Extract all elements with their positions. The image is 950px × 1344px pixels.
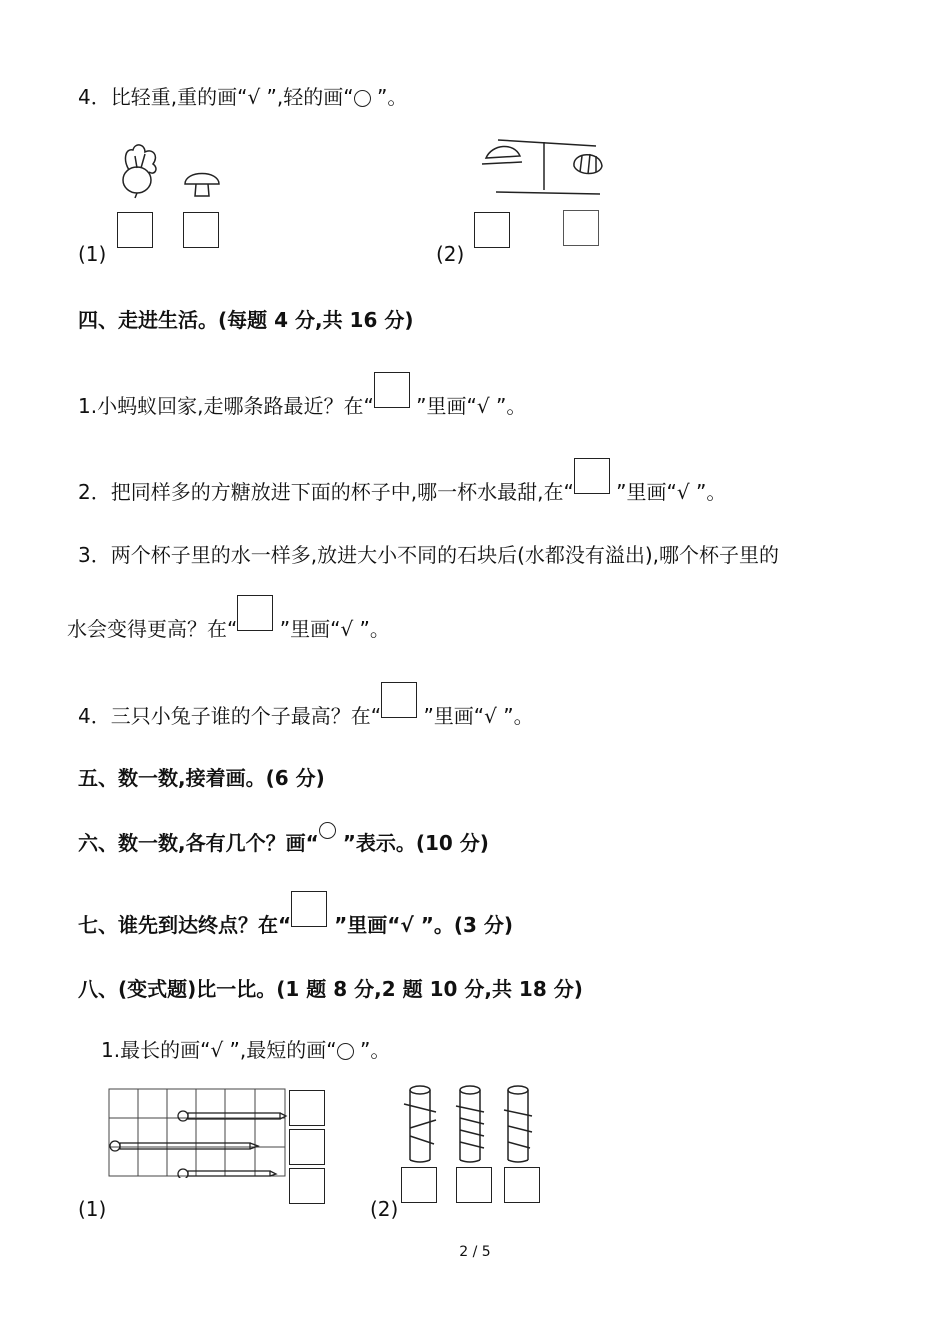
- rope-poles-picture: [400, 1082, 540, 1164]
- answer-box[interactable]: [289, 1168, 325, 1204]
- answer-box[interactable]: [574, 458, 610, 494]
- s4-q4: 4．三只小兔子谁的个子最高？在“ ”里画“√ ”。: [78, 694, 534, 730]
- answer-box[interactable]: [289, 1090, 325, 1126]
- circle-symbol-icon: [337, 1043, 354, 1060]
- q4-title: 4．比轻重,重的画“√ ”,轻的画“ ”。: [78, 85, 408, 109]
- section-6-header: 六、数一数,各有几个？画“ ”表示。(10 分): [78, 829, 489, 857]
- s8-q1: 1.最长的画“√ ”,最短的画“ ”。: [101, 1038, 391, 1062]
- answer-box[interactable]: [381, 682, 417, 718]
- page-number: 2 / 5: [459, 1244, 491, 1260]
- pencil-grid-picture: [108, 1088, 290, 1178]
- circle-symbol-icon: [319, 822, 336, 839]
- answer-box[interactable]: [183, 212, 219, 248]
- answer-box[interactable]: [401, 1167, 437, 1203]
- answer-box[interactable]: [237, 595, 273, 631]
- s4-q1: 1.小蚂蚁回家,走哪条路最近？在“ ”里画“√ ”。: [78, 384, 526, 420]
- answer-box[interactable]: [117, 212, 153, 248]
- section-7-header: 七、谁先到达终点？在“ ”里画“√ ”。(3 分): [78, 903, 513, 939]
- section-8-header: 八、(变式题)比一比。(1 题 8 分,2 题 10 分,共 18 分): [78, 977, 583, 1001]
- s4-q2: 2．把同样多的方糖放进下面的杯子中,哪一杯水最甜,在“ ”里画“√ ”。: [78, 470, 726, 506]
- radish-mushroom-picture: [115, 140, 230, 200]
- answer-box[interactable]: [563, 210, 599, 246]
- answer-box[interactable]: [504, 1167, 540, 1203]
- q4-label-1: (1): [78, 242, 107, 266]
- section-4-header: 四、走进生活。(每题 4 分,共 16 分): [78, 308, 414, 332]
- s8-label-2: (2): [370, 1197, 399, 1221]
- answer-box[interactable]: [374, 372, 410, 408]
- answer-box[interactable]: [474, 212, 510, 248]
- answer-box[interactable]: [289, 1129, 325, 1165]
- q4-label-2: (2): [436, 242, 465, 266]
- answer-box[interactable]: [456, 1167, 492, 1203]
- answer-box[interactable]: [291, 891, 327, 927]
- s4-q3-line2: 水会变得更高？在“ ”里画“√ ”。: [67, 607, 390, 643]
- s8-label-1: (1): [78, 1197, 107, 1221]
- s4-q3-line1: 3．两个杯子里的水一样多,放进大小不同的石块后(水都没有溢出),哪个杯子里的: [78, 543, 780, 567]
- section-5-header: 五、数一数,接着画。(6 分): [78, 766, 325, 790]
- balance-scale-picture: [478, 126, 613, 201]
- circle-symbol-icon: [354, 90, 371, 107]
